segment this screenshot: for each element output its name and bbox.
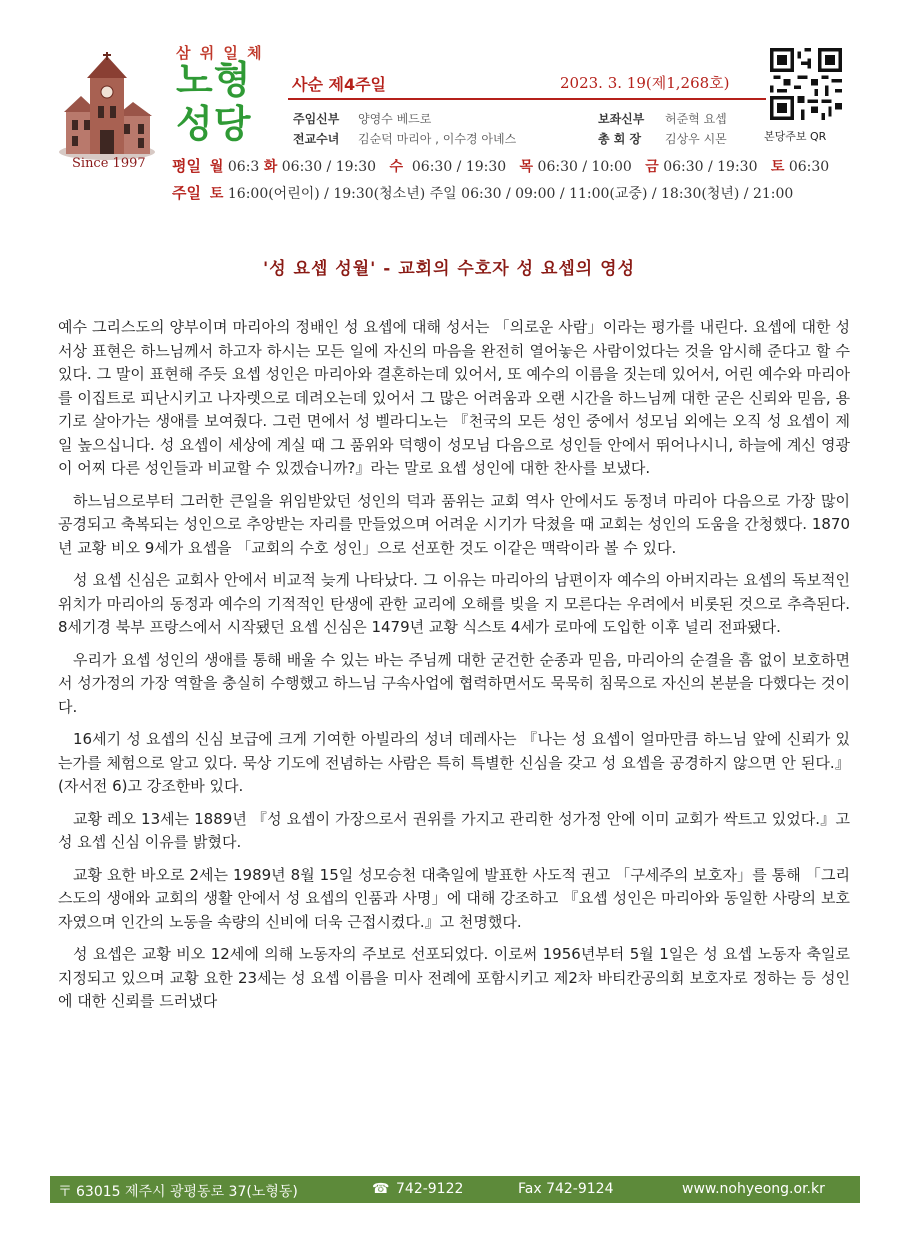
- paragraph-8: 성 요셉은 교황 비오 12세에 의해 노동자의 주보로 선포되었다. 이로써 1956년부터 5월 1일은 성 요셉 노동자 축일로 지정되고 있으며 교황 요한 23세는 성 요셉 이름을 미사 전례에 포함시키고 제2차 바티칸공의회 보호자로 정하는 등 성인에 대한 신뢰를 드러냈다: [58, 945, 850, 1010]
- pastor-name: 양영수 베드로: [358, 112, 432, 126]
- day-fri: 금: [645, 159, 659, 175]
- phone-icon: ☎: [372, 1181, 390, 1197]
- sunday-day-label: 주일: [429, 186, 457, 202]
- paragraph-1: 예수 그리스도의 양부이며 마리아의 정배인 성 요셉에 대해 성서는 「의로운 사람」이라는 평가를 내린다. 요셉에 대한 성서상 표현은 하느님께서 하고자 하시는 모든 일에 자신의 마음을 완전히 열어놓은 사람이었다는 것을 암시해 준다고 할 수 있다. 그 말이 표현해 주듯 요셉 성인은 마리아와 결혼하는데 있어서, 또 예수의 이름을 짓는데 있어서, 어린 예수와 마리아를 이집트로 피난시키고 나자렛으로 데려오는데 있어서 그 많은 어려움과 오랜 시간을 하느님께 대한 굳은 신뢰와 믿음, 용기로 살아가는 생애를 보여줬다. 그런 면에서 성 벨라디노는 『천국의 모든 성인 중에서 성모님 외에는 오직 성 요셉이 제일 높으십니다. 성 요셉이 세상에 계실 때 그 품위와 덕행이 성모님 다음으로 성인들 안에서 뛰어나시니, 하늘에 계신 영광이 어찌 다른 성인들과 비교할 수 있겠습니까?』라는 말로 요셉 성인에 대한 찬사를 보냈다.: [58, 318, 850, 477]
- time-wed: 06:30 / 19:30: [411, 159, 507, 175]
- day-wed: 수: [389, 159, 403, 175]
- footer-phone: 742-9122: [396, 1181, 464, 1197]
- qr-label: 본당주보 QR: [764, 130, 827, 143]
- footer-fax: Fax 742-9124: [518, 1181, 614, 1197]
- paragraph-2: 하느님으로부터 그러한 큰일을 위임받았던 성인의 덕과 품위는 교회 역사 안에서도 동정녀 마리아 다음으로 가장 많이 공경되고 축복되는 성인으로 추앙받는 자리를 만들었으며 어려운 시기가 닥쳤을 때 교회는 성인의 도움을 간청했다. 1870년 교황 비오 9세가 요셉을 「교회의 수호 성인」으로 선포한 것도 이같은 맥락이라 볼 수 있다.: [58, 491, 850, 557]
- issue-date: 2023. 3. 19(제1,268호): [560, 74, 730, 92]
- logo-parish-name-line2: 성당: [176, 102, 252, 146]
- time-mon: 06:3: [227, 159, 260, 175]
- since-year: Since 1997: [72, 156, 146, 171]
- paragraph-7: 교황 요한 바오로 2세는 1989년 8월 15일 성모승천 대축일에 발표한 사도적 권고 「구세주의 보호자」를 통해 「그리스도의 생애와 교회의 생활 안에서 성 요셉의 인품과 사명」에 대해 강조하고 『요셉 성인은 마리아와 동일한 사랑의 보호자였으며 인간의 노동을 속량의 신비에 더욱 근접시켰다.』고 천명했다.: [58, 865, 850, 931]
- logo-parish-name-line1: 노형: [176, 58, 252, 102]
- paragraph-4: 우리가 요셉 성인의 생애를 통해 배울 수 있는 바는 주님께 대한 굳건한 순종과 믿음, 마리아의 순결을 흠 없이 보호하면서 성가정의 가장 역할을 충실히 수행했고 하느님 구속사업에 협력하면서도 묵묵히 침묵으로 자신의 본분을 다했다는 것이다.: [58, 650, 850, 716]
- weekday-label: 평일: [172, 157, 201, 175]
- time-sunday: 06:30 / 09:00 / 11:00(교중) / 18:30(청년) / 21:00: [461, 186, 794, 202]
- church-illustration: [58, 52, 156, 160]
- sunday-mass-schedule: [172, 182, 793, 203]
- postal-mark-icon: 〒: [58, 1184, 72, 1200]
- sisters-label: 전교수녀: [293, 132, 340, 146]
- footer-website-link[interactable]: www.nohyeong.or.kr: [682, 1181, 825, 1197]
- day-sat-vigil: 토: [209, 186, 224, 202]
- paragraph-6: 교황 레오 13세는 1889년 『성 요셉이 가장으로서 권위를 가지고 관리한 성가정 안에 이미 교회가 싹트고 있었다.』고 성 요셉 신심 이유를 밝혔다.: [58, 809, 850, 851]
- weekday-mass-schedule: [172, 155, 829, 176]
- day-tue: 화: [263, 159, 278, 175]
- time-sat: 06:30: [788, 159, 830, 175]
- pastor-label: 주임신부: [293, 112, 340, 126]
- sunday-label: 주일: [172, 184, 201, 202]
- article-title: '성 요셉 성월' - 교회의 수호자 성 요셉의 영성: [263, 259, 635, 279]
- header-divider: [288, 98, 766, 100]
- footer-address: 63015 제주시 광평동로 37(노형동): [76, 1184, 298, 1200]
- time-fri: 06:30 / 19:30: [663, 159, 758, 175]
- assistant-name: 허준혁 요셉: [665, 112, 727, 126]
- day-mon: 월: [209, 159, 224, 175]
- paragraph-5: 16세기 성 요셉의 신심 보급에 크게 기여한 아빌라의 성녀 데레사는 『나는 성 요셉이 얼마만큼 하느님 앞에 신뢰가 있는가를 체험으로 알고 있다. 묵상 기도에 전념하는 사람은 특히 특별한 신심을 갖고 성 요셉을 공경하지 않으면 안 된다.』(자서전 6)고 강조한바 있다.: [58, 730, 850, 795]
- sisters-names: 김순덕 마리아 , 이수경 아녜스: [358, 132, 517, 146]
- liturgical-week: 사순 제4주일: [292, 75, 386, 94]
- assistant-label: 보좌신부: [598, 112, 645, 126]
- logo-subtitle: 삼 위 일 체: [176, 44, 264, 62]
- footer-bar: [50, 1176, 860, 1203]
- time-thu: 06:30 / 10:00: [537, 159, 632, 175]
- paragraph-3: 성 요셉 신심은 교회사 안에서 비교적 늦게 나타났다. 그 이유는 마리아의 남편이자 예수의 아버지라는 요셉의 독보적인 위치가 마리아의 동정과 예수의 기적적인 탄생에 관한 교리에 오해를 빚을 지 모른다는 우려에서 비롯된 것으로 추측된다. 8세기경 북부 프랑스에서 시작됐던 요셉 신심은 1479년 교황 식스토 4세가 로마에 도입한 이후 널리 전파됐다.: [58, 571, 850, 636]
- time-tue: 06:30 / 19:30: [281, 159, 377, 175]
- article-body: [58, 316, 850, 1023]
- day-thu: 목: [519, 159, 534, 175]
- president-label: 총 회 장: [598, 132, 642, 146]
- day-sat: 토: [770, 159, 785, 175]
- time-sat-vigil: 16:00(어린이) / 19:30(청소년): [227, 186, 426, 202]
- president-name: 김상우 시몬: [665, 132, 727, 146]
- qr-code-icon[interactable]: [770, 48, 842, 120]
